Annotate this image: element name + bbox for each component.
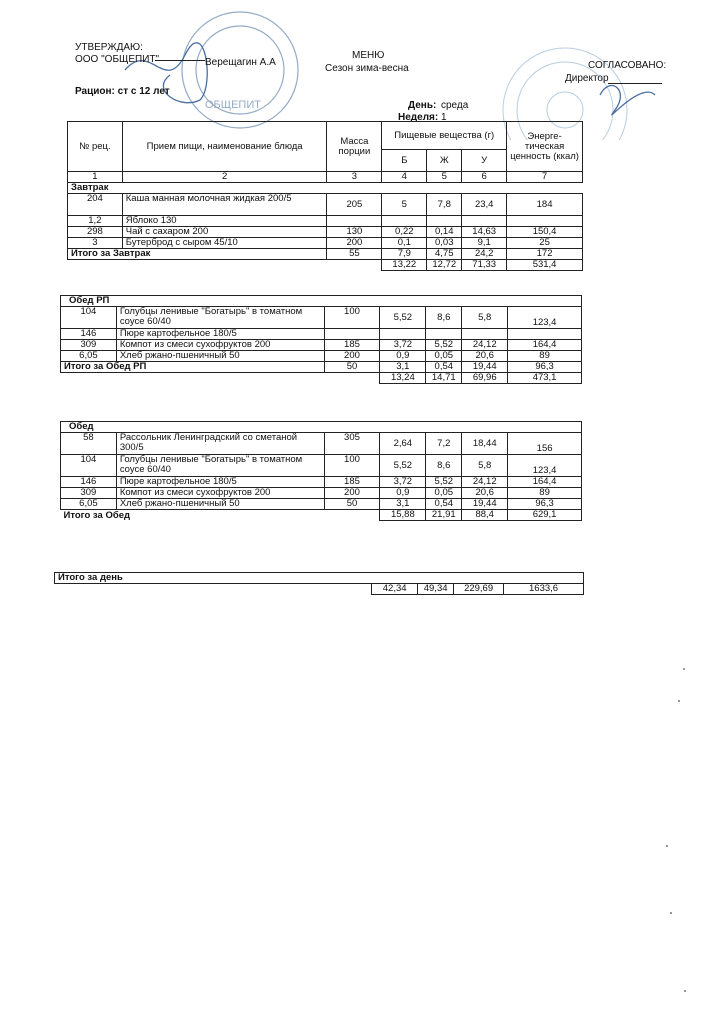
cell-zh: 0,05 [426,351,462,362]
total-zh: 21,91 [426,510,462,521]
director-label: Директор [565,73,609,84]
cell-b: 5,52 [380,307,426,329]
cell-zh: 7,8 [427,194,462,216]
header-zh: Ж [427,150,462,172]
cell-energy: 25 [507,238,583,249]
org-name: ООО "ОБЩЕПИТ" [75,54,160,65]
cell-u [462,216,507,227]
cell-mass: 205 [327,194,382,216]
cell-mass [324,329,380,340]
cell-dish: Рассольник Ленинградский со сметаной 300/5 [116,433,324,455]
table-row [61,488,582,499]
total-row [61,373,582,384]
cell-b: 3,1 [380,499,426,510]
breakfast-table [67,121,583,271]
total-row [61,510,582,521]
cell-energy: 123,4 [508,455,582,477]
total-zh: 14,71 [426,373,462,384]
cell-zh: 0,54 [426,499,462,510]
total-energy: 531,4 [507,260,583,271]
cell-b: 7,9 [382,249,427,260]
week-value: 1 [441,112,447,123]
total-energy: 629,1 [508,510,582,521]
cell-b: 3,72 [380,340,426,351]
cell-u: 14,63 [462,227,507,238]
index-cell: 5 [427,172,462,183]
total-u: 69,96 [462,373,508,384]
cell-zh [426,329,462,340]
cell-zh: 0,05 [426,488,462,499]
header-mass: Масса порции [327,122,382,172]
day-total-b: 42,34 [372,584,418,595]
cell-energy [508,329,582,340]
day-total-zh: 49,34 [418,584,454,595]
svg-text:ОБЩЕПИТ: ОБЩЕПИТ [205,99,261,111]
left-stamp-seal [182,12,298,128]
index-cell: 1 [68,172,123,183]
scan-speck [670,912,672,914]
cell-num: 1,2 [68,216,123,227]
cell-energy: 164,4 [508,340,582,351]
cell-zh: 5,52 [426,340,462,351]
cell-zh: 7,2 [426,433,462,455]
cell-b: 0,9 [380,488,426,499]
cell-b: 3,72 [380,477,426,488]
week-label: Неделя: [398,112,439,123]
table-row [68,249,583,260]
index-cell: 6 [462,172,507,183]
cell-dish: Голубцы ленивые "Богатырь" в томатном соусе 60/40 [116,307,324,329]
cell-num: 298 [68,227,123,238]
cell-mass: 50 [324,499,380,510]
index-cell: 3 [327,172,382,183]
table-row [61,499,582,510]
table-row [68,216,583,227]
lunch-rp-table [60,295,582,384]
cell-mass: 100 [324,455,380,477]
cell-energy [507,216,583,227]
cell-energy: 96,3 [508,499,582,510]
cell-dish: Хлеб ржано-пшеничный 50 [116,499,324,510]
cell-num: 309 [61,340,117,351]
lunch-table [60,421,582,521]
day-total-u: 229,69 [454,584,504,595]
cell-dish: Пюре картофельное 180/5 [116,477,324,488]
cell-num: 104 [61,455,117,477]
cell-num: 146 [61,329,117,340]
cell-u: 24,12 [462,340,508,351]
total-energy: 473,1 [508,373,582,384]
section-title: Завтрак [68,183,583,194]
cell-b [382,216,427,227]
header-b: Б [382,150,427,172]
cell-energy: 123,4 [508,307,582,329]
cell-num: 104 [61,307,117,329]
cell-energy: 89 [508,351,582,362]
cell-u: 20,6 [462,351,508,362]
cell-b: 2,64 [380,433,426,455]
cell-mass: 130 [327,227,382,238]
cell-b: 0,22 [382,227,427,238]
total-u: 71,33 [462,260,507,271]
cell-zh: 5,52 [426,477,462,488]
table-row [68,227,583,238]
cell-u: 5,8 [462,307,508,329]
cell-energy: 89 [508,488,582,499]
cell-num: 3 [68,238,123,249]
cell-dish: Бутерброд с сыром 45/10 [122,238,327,249]
cell-u: 24,12 [462,477,508,488]
cell-dish: Хлеб ржано-пшеничный 50 [116,351,324,362]
header-num: № рец. [68,122,123,172]
cell-energy: 172 [507,249,583,260]
cell-b: 5 [382,194,427,216]
cell-energy: 96,3 [508,362,582,373]
cell-energy: 156 [508,433,582,455]
cell-zh: 8,6 [426,455,462,477]
table-row [61,455,582,477]
index-cell: 7 [507,172,583,183]
cell-u: 19,44 [462,362,508,373]
table-row [68,194,583,216]
cell-mass: 185 [324,340,380,351]
table-row [61,329,582,340]
day-value: среда [441,100,469,111]
cell-energy: 184 [507,194,583,216]
cell-num: 6,05 [61,351,117,362]
cell-num: 146 [61,477,117,488]
scan-speck [684,990,686,992]
cell-u: 9,1 [462,238,507,249]
cell-u: 18,44 [462,433,508,455]
cell-u: 24,2 [462,249,507,260]
cell-energy: 150,4 [507,227,583,238]
total-row [68,260,583,271]
cell-mass: 200 [324,488,380,499]
cell-u [462,329,508,340]
cell-num: 204 [68,194,123,216]
header-energy: Энерге-тическая ценность (ккал) [507,122,583,172]
cell-b: 0,1 [382,238,427,249]
cell-u: 5,8 [462,455,508,477]
day-label: День: [408,100,437,111]
approver-signature-line [155,60,205,61]
total-label: Итого за Завтрак [68,249,327,260]
cell-u: 19,44 [462,499,508,510]
section-title: Обед РП [61,296,582,307]
agreed-label: СОГЛАСОВАНО: [588,60,667,71]
cell-zh: 8,6 [426,307,462,329]
cell-energy: 164,4 [508,477,582,488]
cell-mass: 200 [324,351,380,362]
cell-zh: 4,75 [427,249,462,260]
index-cell: 2 [122,172,327,183]
table-row [61,477,582,488]
cell-dish: Каша манная молочная жидкая 200/5 [122,194,327,216]
cell-zh: 0,14 [427,227,462,238]
table-row [61,307,582,329]
cell-mass: 185 [324,477,380,488]
cell-b: 5,52 [380,455,426,477]
menu-title: МЕНЮ [352,50,385,61]
scan-speck [683,668,685,670]
cell-dish: Пюре картофельное 180/5 [116,329,324,340]
cell-dish: Яблоко 130 [122,216,327,227]
cell-num: 58 [61,433,117,455]
cell-mass: 55 [327,249,382,260]
ration-label: Рацион: ст с 12 лет [75,86,170,97]
cell-dish: Компот из смеси сухофруктов 200 [116,488,324,499]
cell-u: 23,4 [462,194,507,216]
day-total-table [54,572,584,595]
total-b: 13,24 [380,373,426,384]
table-row [61,433,582,455]
cell-b [380,329,426,340]
cell-mass: 100 [324,307,380,329]
total-u: 88,4 [462,510,508,521]
cell-zh: 0,03 [427,238,462,249]
total-zh: 12,72 [427,260,462,271]
header-dish: Прием пищи, наименование блюда [122,122,327,172]
section-title: Обед [61,422,582,433]
cell-zh [427,216,462,227]
cell-mass: 200 [327,238,382,249]
cell-num: 309 [61,488,117,499]
day-total-row [55,584,584,595]
table-row [61,351,582,362]
cell-dish: Чай с сахаром 200 [122,227,327,238]
cell-mass: 50 [324,362,380,373]
total-label: Итого за Обед [61,510,380,521]
scan-speck [678,700,680,702]
cell-u: 20,6 [462,488,508,499]
cell-num: 6,05 [61,499,117,510]
total-b: 15,88 [380,510,426,521]
cell-mass: 305 [324,433,380,455]
table-row [61,362,582,373]
day-total-label: Итого за день [55,573,584,584]
table-header-row [68,122,583,150]
cell-b: 3,1 [380,362,426,373]
header-nutrients: Пищевые вещества (г) [382,122,507,150]
approver-name: Верещагин А.А [205,57,276,68]
scan-speck [666,845,668,847]
cell-b: 0,9 [380,351,426,362]
total-b: 13,22 [382,260,427,271]
approve-label: УТВЕРЖДАЮ: [75,42,143,53]
cell-zh: 0,54 [426,362,462,373]
cell-dish: Голубцы ленивые "Богатырь" в томатном соусе 60/40 [116,455,324,477]
cell-mass [327,216,382,227]
index-cell: 4 [382,172,427,183]
season-label: Сезон зима-весна [325,63,409,74]
day-total-energy: 1633,6 [504,584,584,595]
director-signature-line [608,83,662,84]
header-u: У [462,150,507,172]
table-row [61,340,582,351]
cell-dish: Компот из смеси сухофруктов 200 [116,340,324,351]
table-row [68,238,583,249]
total-label: Итого за Обед РП [61,362,325,373]
header-index-row [68,172,583,183]
